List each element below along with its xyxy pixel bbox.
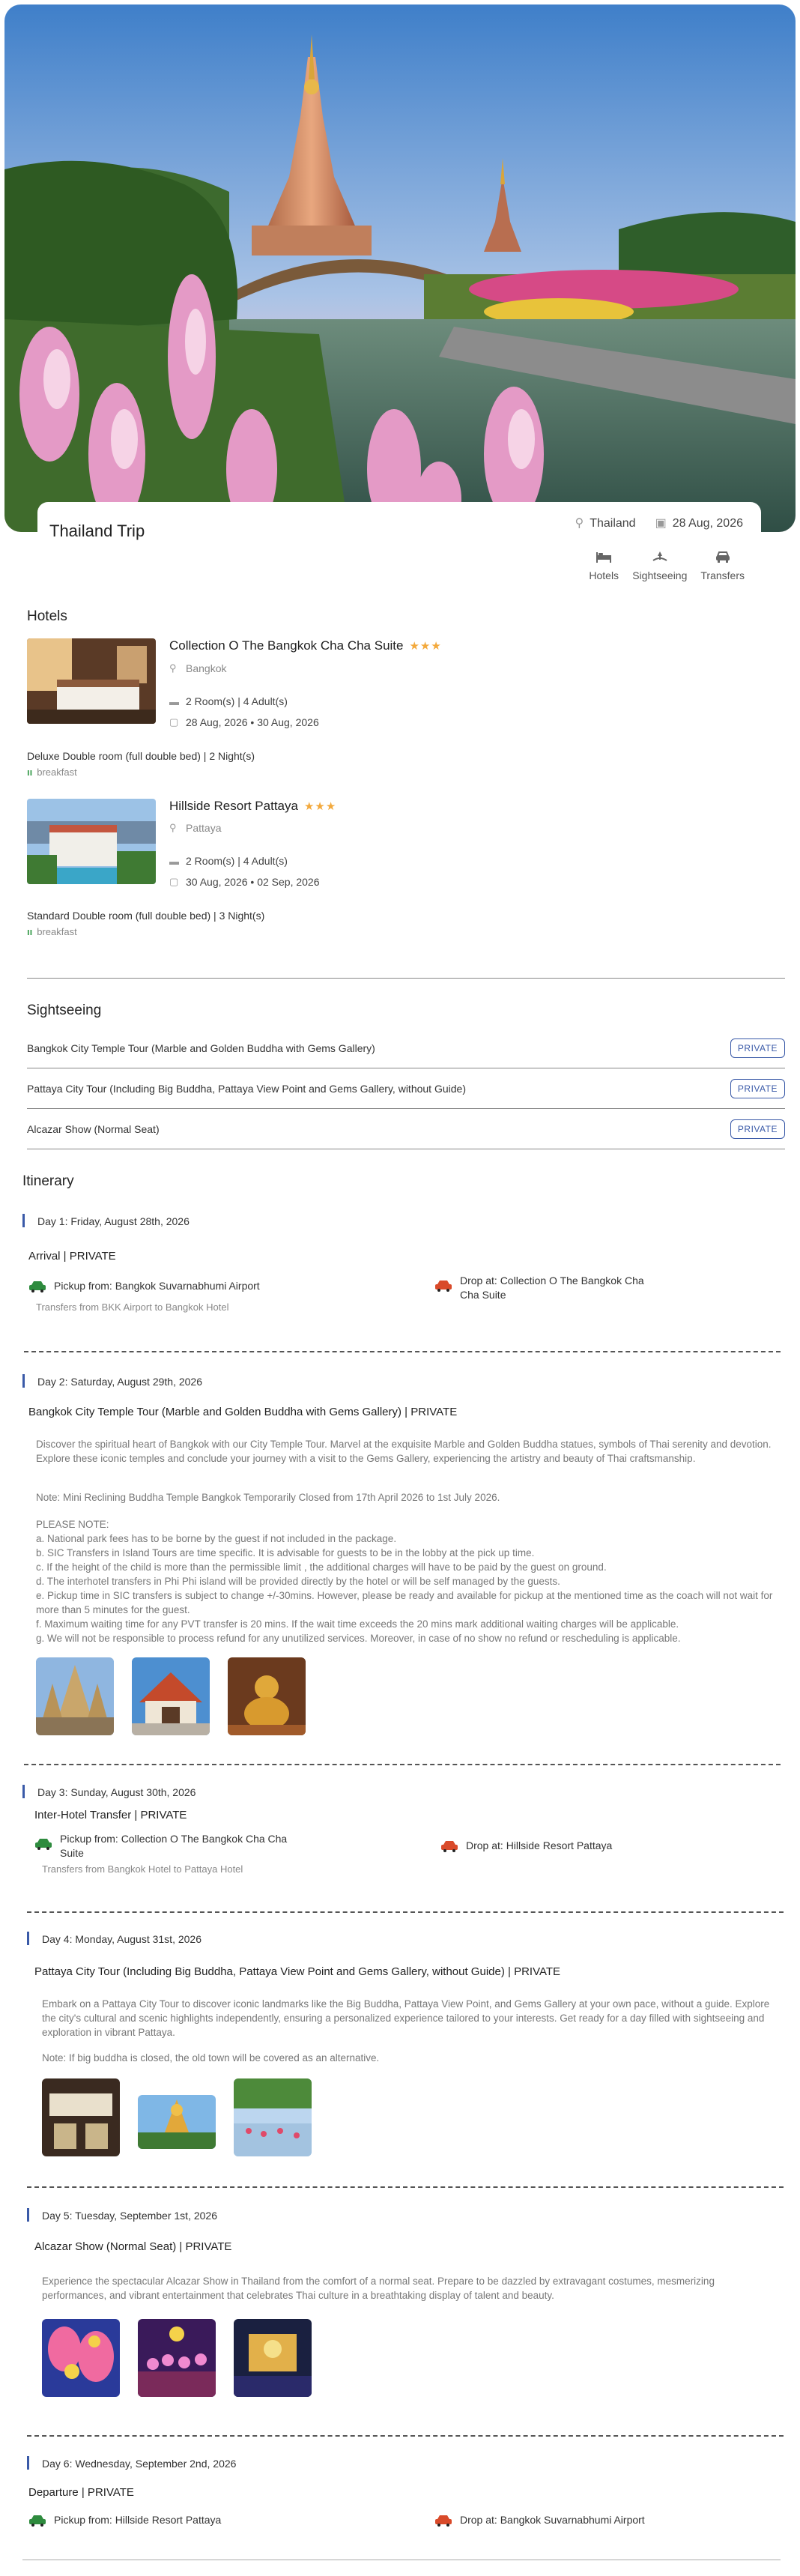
drop-text: Drop at: Hillside Resort Pattaya <box>466 1839 613 1851</box>
sightseeing-section-title: Sightseeing <box>27 1003 102 1018</box>
activity-photo[interactable] <box>234 2319 312 2397</box>
sightseeing-row[interactable] <box>27 1068 785 1109</box>
room-type: Deluxe Double room (full double bed) | 2 Night(s) <box>27 750 255 762</box>
pickup-point <box>28 2514 388 2527</box>
activity-photo[interactable] <box>234 2078 312 2156</box>
pickup-text: Pickup from: Hillside Resort Pattaya <box>54 2514 222 2526</box>
pickup-text: Pickup from: Collection O The Bangkok Cha Cha Suite <box>60 1833 288 1859</box>
activity-photo[interactable] <box>42 2078 120 2156</box>
hotel-image[interactable] <box>27 799 156 884</box>
section-divider <box>27 978 785 979</box>
activity-description: Embark on a Pattaya City Tour to discover iconic landmarks like the Big Buddha, Pattaya View Point, and Gems Gallery at your own pace, without a guide. Explore the city's cultural and scenic highlights independently, ensuring a personalized experience tailored to your interests. Get ready for a day filled with sightseeing and exploration in vibrant Pattaya. <box>42 1998 770 2038</box>
activity-note: Note: If big buddha is closed, the old town will be covered as an alternative. <box>42 2052 380 2063</box>
sightseeing-icon <box>651 548 669 565</box>
trip-date <box>655 515 743 530</box>
activity-note: Note: Mini Reclining Buddha Temple Bangkok Temporarily Closed from 17th April 2026 to 1st July 2026. <box>36 1492 500 1503</box>
activity-title: Departure | PRIVATE <box>28 2486 134 2499</box>
trip-services <box>589 548 745 581</box>
hotel-city <box>169 662 226 674</box>
meal-plan-text: breakfast <box>37 926 77 937</box>
star-rating: ★★★ <box>303 800 337 813</box>
hotel-city-text: Bangkok <box>186 662 227 674</box>
trip-date-text: 28 Aug, 2026 <box>672 517 743 530</box>
trip-location-text: Thailand <box>590 517 636 530</box>
pickup-car-icon <box>34 1838 52 1850</box>
hotel-name[interactable] <box>169 799 336 814</box>
pickup-car-icon <box>28 1281 46 1292</box>
note-item: g. We will not be responsible to process refund for any unutilized services. Moreover, in case of no show no refund or rescheduling is applicable. <box>36 1633 681 1644</box>
service-transfers[interactable] <box>700 548 745 581</box>
location-pin-icon: ⚲ <box>169 662 177 674</box>
day-label: Day 5: Tuesday, September 1st, 2026 <box>27 2210 217 2222</box>
private-badge: PRIVATE <box>730 1119 785 1139</box>
activity-title: Alcazar Show (Normal Seat) | PRIVATE <box>34 2240 232 2253</box>
drop-car-icon <box>440 1840 458 1852</box>
fork-knife-icon: ıı <box>27 926 33 937</box>
calendar-icon: ▢ <box>169 876 179 887</box>
note-item: a. National park fees has to be borne by the guest if not included in the package. <box>36 1533 397 1544</box>
note-item: b. SIC Transfers in Island Tours are time specific. It is advisable for guests to be in the lobby at the pick up time. <box>36 1547 535 1558</box>
star-rating: ★★★ <box>409 640 442 653</box>
please-note-list <box>36 1532 778 1645</box>
service-transfers-label: Transfers <box>700 569 745 581</box>
drop-car-icon <box>434 2515 452 2527</box>
hotel-name[interactable] <box>169 638 442 653</box>
meal-plan <box>27 767 77 778</box>
bed-icon <box>595 548 613 565</box>
service-hotels[interactable] <box>589 548 619 581</box>
please-note-title: PLEASE NOTE: <box>36 1519 109 1530</box>
pickup-point <box>28 1280 388 1292</box>
service-sightseeing[interactable] <box>632 548 687 581</box>
sightseeing-name: Alcazar Show (Normal Seat) <box>27 1122 160 1135</box>
trip-title: Thailand Trip <box>49 521 145 540</box>
activity-photo[interactable] <box>138 2319 216 2397</box>
activity-title: Pattaya City Tour (Including Big Buddha, Pattaya View Point and Gems Gallery, without Guide) | PRIVATE <box>34 1965 561 1978</box>
trip-summary-card <box>37 502 761 592</box>
activity-description: Discover the spiritual heart of Bangkok with our City Temple Tour. Marvel at the exquisite Marble and Golden Buddha statues, symbols of Thai serenity and devotion. Explore these iconic temples and conclude your journey with a visit to the Gems Gallery, experiencing the artistry and beauty of Thai craftsmanship. <box>36 1439 772 1464</box>
drop-text: Drop at: Collection O The Bangkok Cha Cha Suite <box>460 1275 644 1301</box>
day-label: Day 1: Friday, August 28th, 2026 <box>22 1215 190 1227</box>
activity-photo[interactable] <box>228 1657 306 1735</box>
note-item: c. If the height of the child is more than the permissible limit , the additional charges will have to be paid by the guest on ground. <box>36 1561 607 1573</box>
note-item: e. Pickup time in SIC transfers is subject to change +/-30mins. However, please be ready and available for pickup at the mentioned time as the coach will not wait for more than 5 minutes for the guest. <box>36 1590 773 1615</box>
sightseeing-name: Pattaya City Tour (Including Big Buddha, Pattaya View Point and Gems Gallery, without Guide) <box>27 1082 466 1095</box>
transfer-description: Transfers from BKK Airport to Bangkok Hotel <box>36 1301 229 1313</box>
drop-point <box>440 1839 710 1852</box>
pickup-car-icon <box>28 2515 46 2527</box>
transfer-description: Transfers from Bangkok Hotel to Pattaya Hotel <box>42 1863 243 1875</box>
pickup-text: Pickup from: Bangkok Suvarnabhumi Airport <box>54 1280 260 1292</box>
bed-icon: ▬ <box>169 855 179 867</box>
hotel-city-text: Pattaya <box>186 822 222 834</box>
hotel-name-text: Collection O The Bangkok Cha Cha Suite <box>169 638 404 653</box>
itinerary-section-title: Itinerary <box>22 1173 74 1189</box>
private-badge: PRIVATE <box>730 1038 785 1058</box>
hotel-rooms <box>169 695 288 707</box>
activity-photo[interactable] <box>36 1657 114 1735</box>
room-type: Standard Double room (full double bed) | 3 Night(s) <box>27 910 265 922</box>
location-pin-icon: ⚲ <box>575 517 584 530</box>
hero-image <box>4 4 796 532</box>
sightseeing-name: Bangkok City Temple Tour (Marble and Golden Buddha with Gems Gallery) <box>27 1041 375 1054</box>
day-divider <box>27 2186 784 2188</box>
private-badge: PRIVATE <box>730 1079 785 1098</box>
hotel-dates-text: 30 Aug, 2026 • 02 Sep, 2026 <box>186 876 320 888</box>
activity-title: Arrival | PRIVATE <box>28 1250 116 1263</box>
meal-plan-text: breakfast <box>37 767 77 778</box>
day-divider <box>24 1764 781 1765</box>
day-divider <box>24 1351 781 1352</box>
hotel-image[interactable] <box>27 638 156 724</box>
sightseeing-row[interactable] <box>27 1028 785 1068</box>
hotel-rooms <box>169 855 288 867</box>
activity-description: Experience the spectacular Alcazar Show in Thailand from the comfort of a normal seat. Prepare to be dazzled by extravagant costumes, mesmerizing performances, and vibrant entertainment that celebrates Thai culture in a breathtaking display of talent and beauty. <box>42 2276 715 2301</box>
meal-plan <box>27 926 77 937</box>
day-label: Day 2: Saturday, August 29th, 2026 <box>22 1376 202 1388</box>
activity-photo[interactable] <box>132 1657 210 1735</box>
hotels-section-title: Hotels <box>27 608 67 624</box>
fork-knife-icon: ıı <box>27 767 33 778</box>
bed-icon: ▬ <box>169 695 179 707</box>
activity-title: Inter-Hotel Transfer | PRIVATE <box>34 1809 187 1821</box>
drop-point <box>434 1274 659 1302</box>
trip-location <box>575 515 635 530</box>
day-divider <box>27 2435 784 2437</box>
hotel-dates-text: 28 Aug, 2026 • 30 Aug, 2026 <box>186 716 319 728</box>
trip-meta <box>575 515 743 530</box>
day-label: Day 6: Wednesday, September 2nd, 2026 <box>27 2458 236 2470</box>
activity-title: Bangkok City Temple Tour (Marble and Golden Buddha with Gems Gallery) | PRIVATE <box>28 1406 458 1418</box>
hotel-name-text: Hillside Resort Pattaya <box>169 799 298 813</box>
activity-photo[interactable] <box>42 2319 120 2397</box>
activity-photo[interactable] <box>138 2095 216 2149</box>
hotel-dates <box>169 716 319 728</box>
pickup-point <box>34 1832 289 1860</box>
hotel-city <box>169 822 221 834</box>
drop-car-icon <box>434 1280 452 1292</box>
drop-text: Drop at: Bangkok Suvarnabhumi Airport <box>460 2514 645 2526</box>
service-sightseeing-label: Sightseeing <box>632 569 688 581</box>
note-item: d. The interhotel transfers in Phi Phi island will be provided directly by the hotel or will be self managed by the guests. <box>36 1576 560 1587</box>
service-hotels-label: Hotels <box>589 569 619 581</box>
sightseeing-row[interactable] <box>27 1109 785 1149</box>
calendar-icon: ▢ <box>169 716 179 728</box>
day-label: Day 4: Monday, August 31st, 2026 <box>27 1933 201 1945</box>
day-divider <box>27 1911 784 1913</box>
hotel-rooms-text: 2 Room(s) | 4 Adult(s) <box>186 695 288 707</box>
location-pin-icon: ⚲ <box>169 822 177 833</box>
calendar-icon: ▣ <box>655 517 667 530</box>
note-item: f. Maximum waiting time for any PVT transfer is 20 mins. If the wait time exceeds the 20 mins mark additional waiting charges will be applicable. <box>36 1618 679 1630</box>
hotel-dates <box>169 876 320 888</box>
hotel-rooms-text: 2 Room(s) | 4 Adult(s) <box>186 855 288 867</box>
day-label: Day 3: Sunday, August 30th, 2026 <box>22 1786 196 1798</box>
drop-point <box>434 2514 749 2527</box>
car-icon <box>714 548 732 565</box>
